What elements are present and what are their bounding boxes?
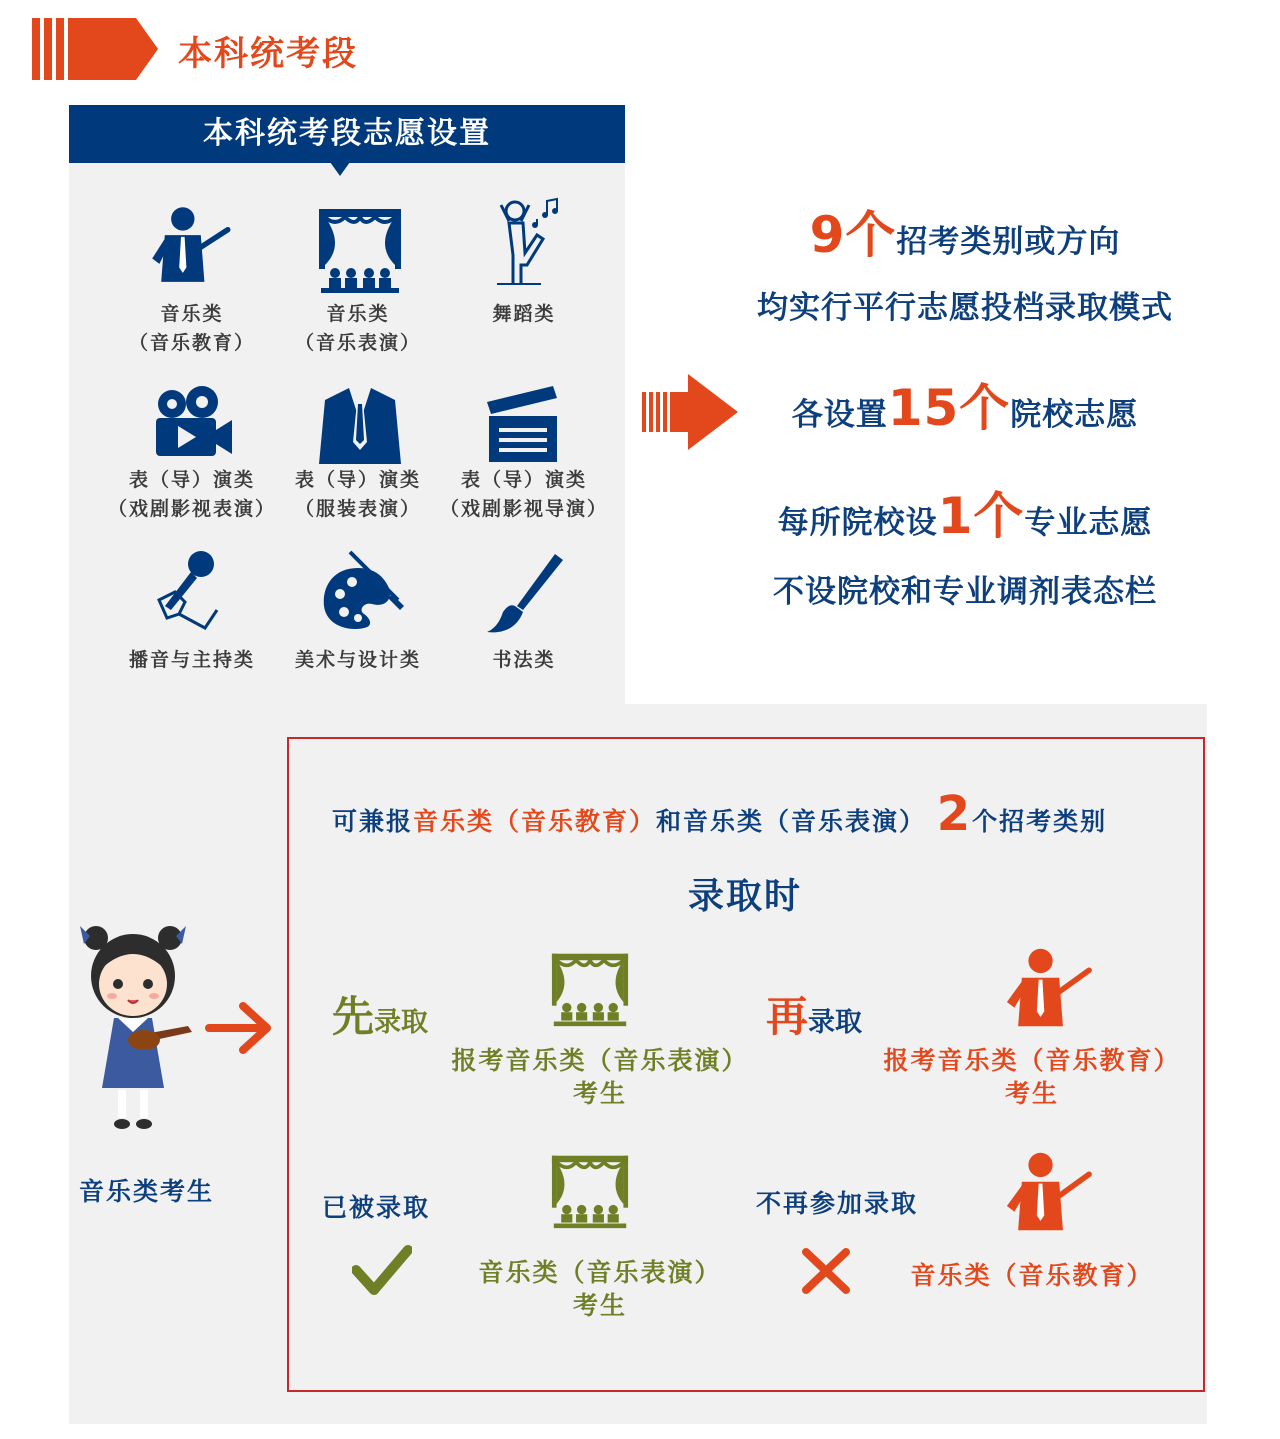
clapperboard-icon xyxy=(483,382,573,476)
then-admit-target xyxy=(872,1044,1192,1110)
summary-line-5: 不设院校和专业调剂表态栏 xyxy=(773,574,1157,610)
category-music-education xyxy=(102,300,282,358)
target-line: 考生 xyxy=(1004,1079,1059,1108)
target-line: 考生 xyxy=(572,1291,627,1320)
teacher-icon xyxy=(998,1150,1098,1238)
stage-icon xyxy=(548,1152,632,1234)
first-small: 录取 xyxy=(374,1007,429,1038)
category-label: 表（导）演类 xyxy=(128,469,255,491)
summary-text: 各设置 xyxy=(791,397,888,433)
no-more-admit-label: 不再参加录取 xyxy=(756,1189,919,1218)
first-big: 先 xyxy=(332,992,375,1041)
category-label: 播音与主持类 xyxy=(128,649,255,671)
category-label: 美术与设计类 xyxy=(294,649,421,671)
stage-icon xyxy=(315,205,405,299)
summary-text: 专业志愿 xyxy=(1024,505,1153,541)
summary-line-1 xyxy=(705,195,1225,267)
rules-count: 2 xyxy=(936,786,973,842)
major-choice-count: 1个 xyxy=(937,487,1025,545)
category-label: 表（导）演类 xyxy=(460,469,587,491)
movie-camera-icon xyxy=(150,382,240,476)
arrow-right-icon xyxy=(205,1000,275,1060)
teacher-icon xyxy=(145,200,235,294)
suit-icon xyxy=(315,382,405,476)
rules-text: 个招考类别 xyxy=(972,807,1108,836)
summary-text: 院校志愿 xyxy=(1010,397,1139,433)
category-drama-film-directing xyxy=(430,466,618,524)
category-sublabel: （音乐教育） xyxy=(128,332,255,354)
category-music-performance xyxy=(268,300,448,358)
rules-intro xyxy=(332,786,1107,842)
panel-title-pointer xyxy=(330,162,350,176)
college-choice-count: 15个 xyxy=(887,379,1011,437)
then-small: 录取 xyxy=(808,1007,863,1038)
target-line: 报考音乐类（音乐教育） xyxy=(883,1046,1181,1075)
summary-text: 每所院校设 xyxy=(777,505,938,541)
summary-line-4 xyxy=(705,476,1225,548)
no-more-admit-target: 音乐类（音乐教育） xyxy=(910,1261,1154,1290)
category-fashion-show xyxy=(268,466,448,524)
category-broadcasting-hosting xyxy=(102,646,282,675)
category-label: 表（导）演类 xyxy=(294,469,421,491)
admitted-target xyxy=(440,1256,760,1322)
summary-text: 招考类别或方向 xyxy=(896,224,1121,260)
category-sublabel: （戏剧影视导演） xyxy=(439,498,608,520)
category-drama-film-acting xyxy=(96,466,288,524)
target-line: 音乐类（音乐表演） xyxy=(478,1258,722,1287)
summary-line-2: 均实行平行志愿投档录取模式 xyxy=(757,290,1173,326)
brush-icon xyxy=(483,550,573,644)
first-admit-label xyxy=(332,984,428,1044)
target-line: 报考音乐类（音乐表演） xyxy=(451,1046,749,1075)
rules-text: 和音乐类（音乐表演） xyxy=(656,807,927,836)
category-sublabel: （服装表演） xyxy=(294,498,421,520)
category-label: 音乐类 xyxy=(326,303,390,325)
microphone-icon xyxy=(145,548,235,642)
category-label: 舞蹈类 xyxy=(492,303,556,325)
category-count: 9个 xyxy=(809,206,897,264)
first-admit-target xyxy=(440,1044,760,1110)
category-calligraphy xyxy=(434,646,614,675)
category-label: 音乐类 xyxy=(160,303,224,325)
rules-heading: 录取时 xyxy=(687,876,802,917)
then-admit-label xyxy=(766,984,862,1044)
palette-icon xyxy=(318,548,408,642)
summary-line-3 xyxy=(705,368,1225,440)
rules-highlight: 音乐类（音乐教育） xyxy=(413,807,657,836)
section-title: 本科统考段 xyxy=(178,34,358,74)
dancer-icon xyxy=(487,195,577,289)
header-banner-graphic xyxy=(32,18,162,80)
student-label: 音乐类考生 xyxy=(79,1177,215,1206)
checkmark-icon xyxy=(352,1244,412,1300)
category-sublabel: （音乐表演） xyxy=(294,332,421,354)
category-label: 书法类 xyxy=(492,649,556,671)
stage-icon xyxy=(548,950,632,1032)
teacher-icon xyxy=(998,946,1098,1034)
rules-text: 可兼报 xyxy=(332,807,414,836)
admitted-label: 已被录取 xyxy=(322,1193,431,1222)
target-line: 考生 xyxy=(572,1079,627,1108)
cross-icon xyxy=(800,1246,852,1300)
student-violinist-illustration xyxy=(78,918,198,1138)
category-dance xyxy=(434,300,614,329)
category-art-design xyxy=(268,646,448,675)
then-big: 再 xyxy=(766,992,809,1041)
panel-title: 本科统考段志愿设置 xyxy=(69,105,625,163)
category-sublabel: （戏剧影视表演） xyxy=(107,498,276,520)
